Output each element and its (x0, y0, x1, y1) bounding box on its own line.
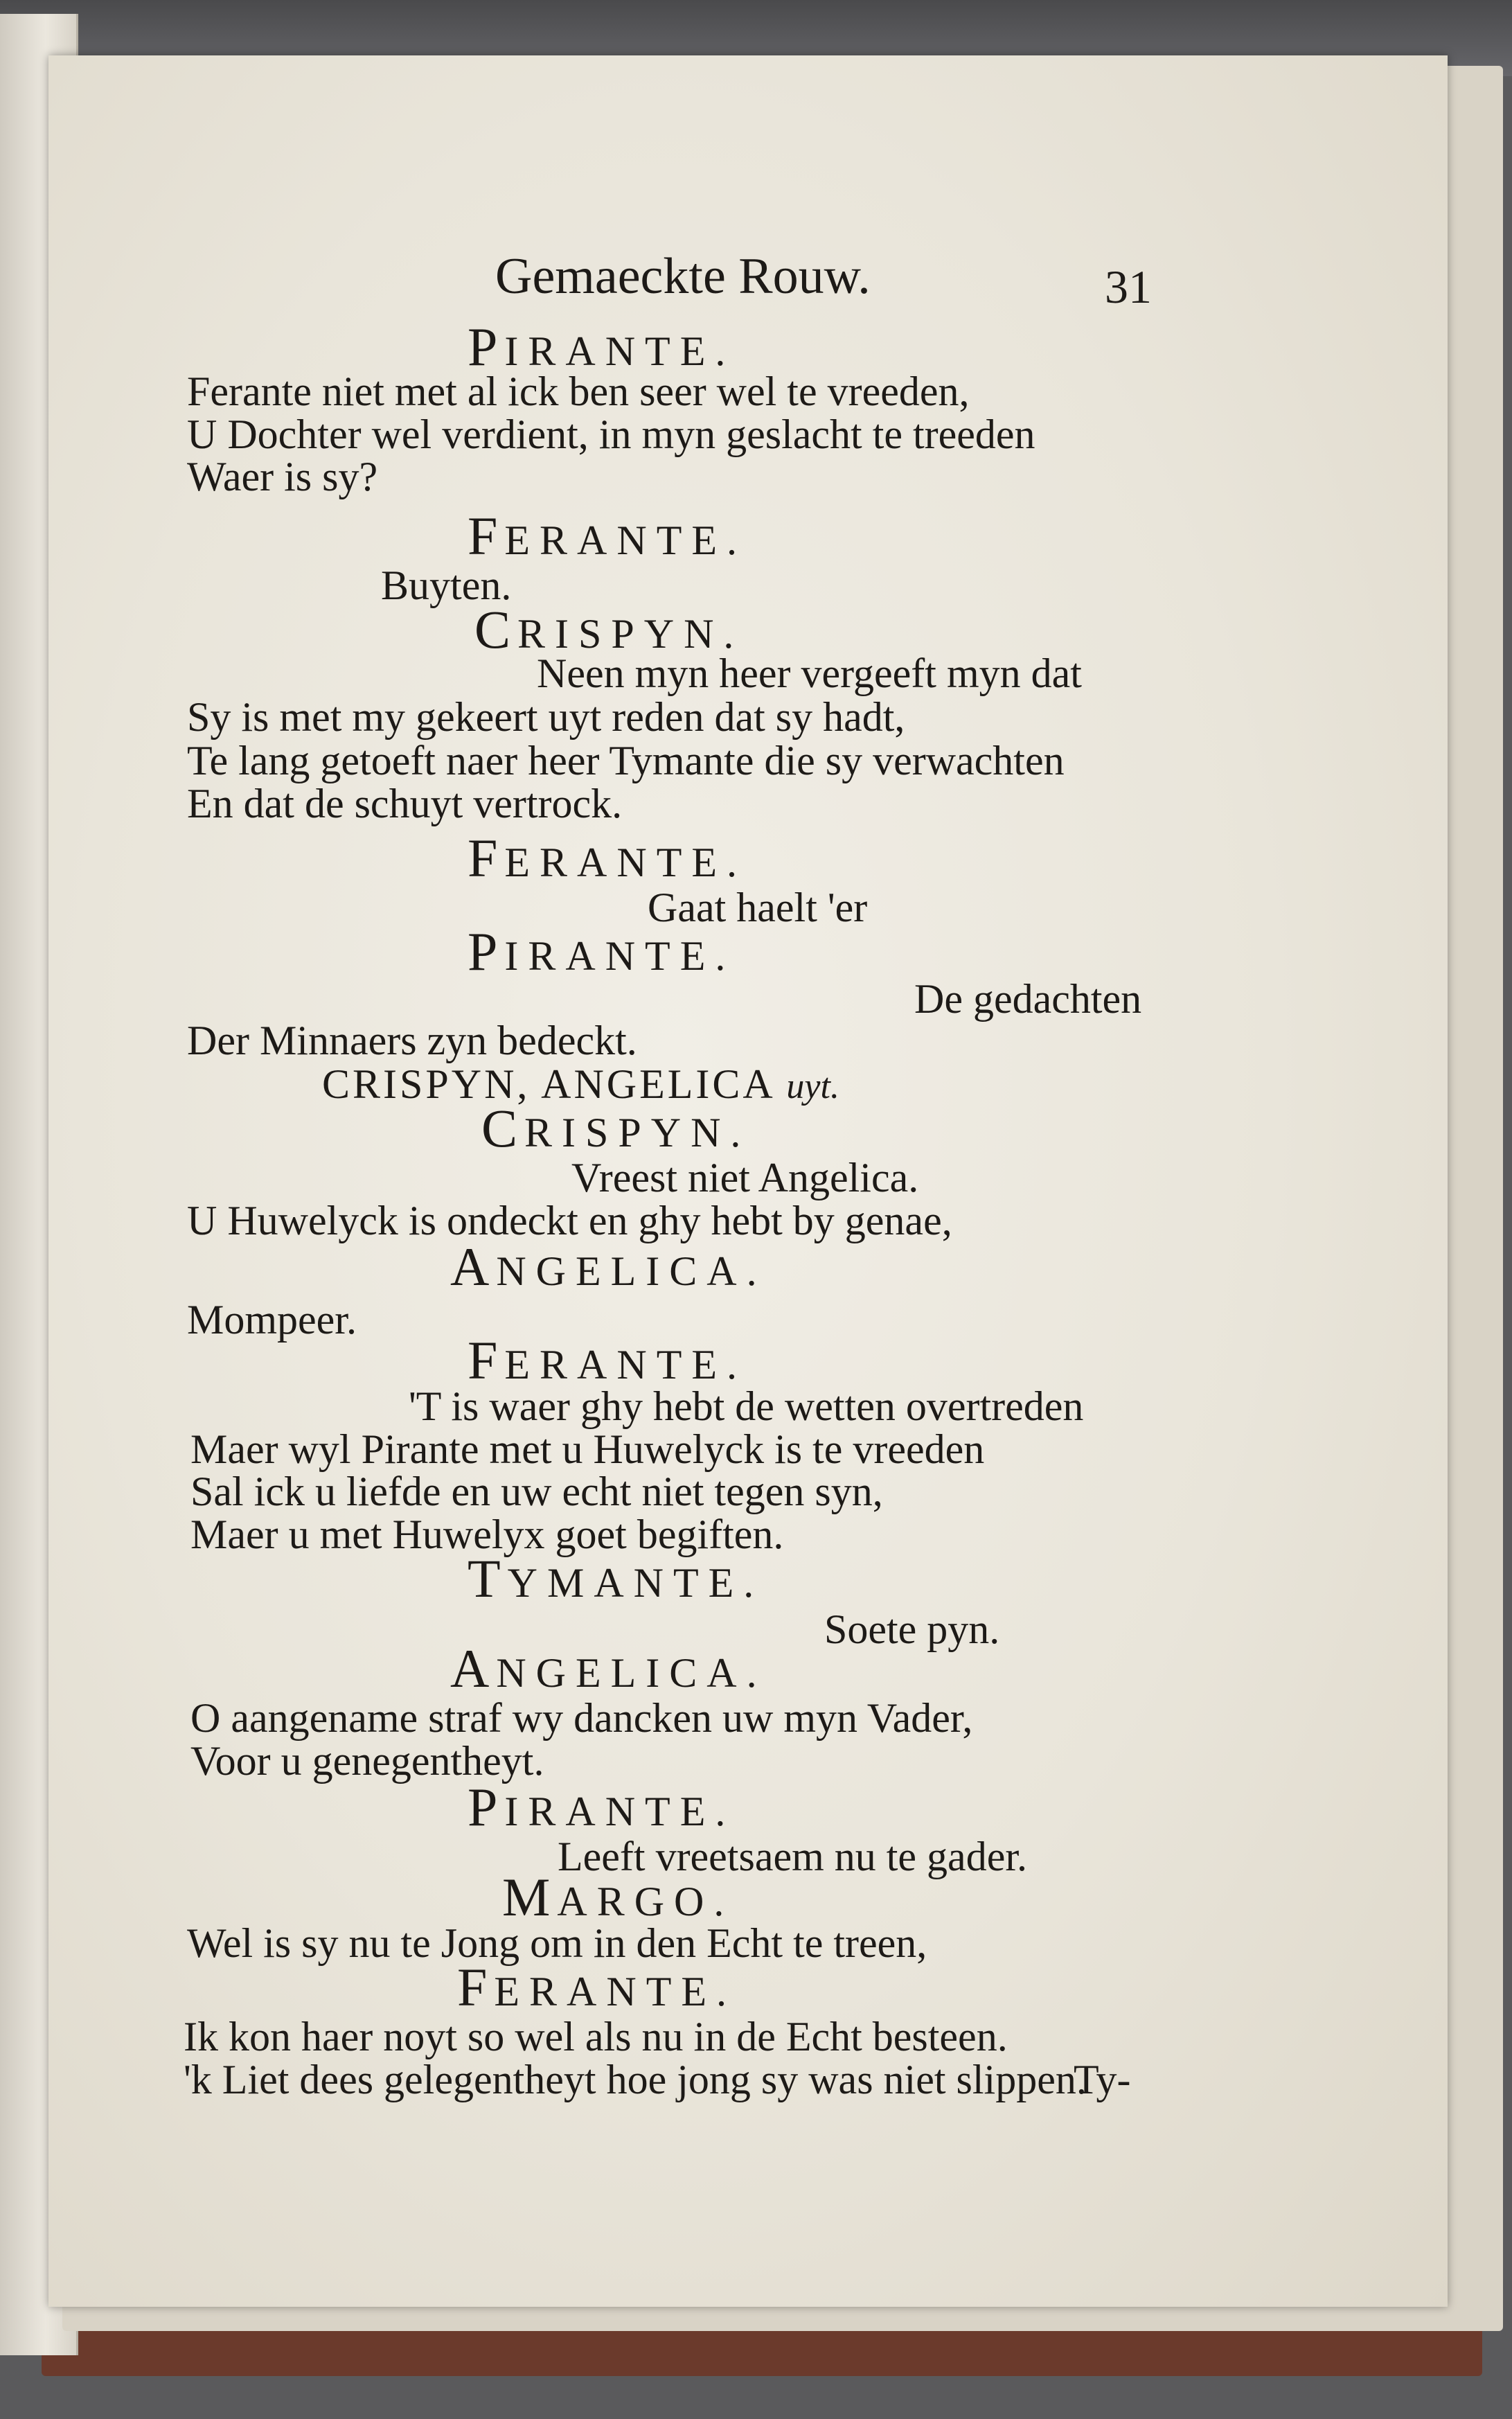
verse-line: 'T is waer ghy hebt de wetten overtreden (409, 1383, 1084, 1429)
verse-line: Buyten. (381, 562, 512, 608)
speaker-heading: PIRANTE. (468, 317, 736, 377)
verse-line: Sal ick u liefde en uw echt niet tegen syn, (190, 1469, 883, 1514)
verse-line: Neen myn heer vergeeft myn dat (537, 650, 1082, 696)
speaker-heading: CRISPYN. (474, 599, 744, 659)
verse-line: De gedachten (914, 976, 1142, 1022)
verse-line: Wel is sy nu te Jong om in den Echt te treen, (187, 1920, 927, 1966)
speaker-heading: PIRANTE. (468, 921, 736, 982)
page-number: 31 (1105, 260, 1152, 313)
verse-line: Der Minnaers zyn bedeckt. (187, 1018, 637, 1063)
verse-line: En dat de schuyt vertrock. (187, 781, 623, 826)
speaker-heading: FERANTE. (457, 1957, 737, 2017)
verse-line: Voor u genegentheyt. (190, 1738, 544, 1784)
verse-line: Te lang getoeft naer heer Tymante die sy verwachten (187, 738, 1065, 783)
verse-line: Vreest niet Angelica. (571, 1155, 919, 1200)
speaker-heading: PIRANTE. (468, 1777, 736, 1837)
speaker-heading: ANGELICA. (450, 1638, 767, 1699)
verse-line: Sy is met my gekeert uyt reden dat sy hadt, (187, 694, 905, 740)
verse-line: Maer wyl Pirante met u Huwelyck is te vreeden (190, 1426, 985, 1472)
speaker-heading: CRISPYN. (481, 1098, 751, 1158)
stage-direction: CRISPYN, ANGELICA uyt. (322, 1061, 839, 1107)
verse-line: Gaat haelt 'er (648, 885, 868, 930)
speaker-heading: ANGELICA. (450, 1237, 767, 1297)
speaker-heading: TYMANTE. (468, 1548, 764, 1609)
verse-line: U Dochter wel verdient, in myn geslacht te treeden (187, 411, 1035, 457)
running-title: Gemaeckte Rouw. (495, 248, 871, 305)
speaker-heading: FERANTE. (468, 828, 747, 888)
verse-line: Waer is sy? (187, 454, 378, 499)
speaker-heading: MARGO. (502, 1867, 734, 1927)
book-page (48, 55, 1448, 2307)
verse-line: Ik kon haer noyt so wel als nu in de Echt besteen. (184, 2014, 1008, 2059)
verse-line: 'k Liet dees gelegentheyt hoe jong sy was niet slippen. (184, 2057, 1087, 2102)
verse-line: Maer u met Huwelyx goet begiften. (190, 1512, 784, 1557)
catchword: Ty- (1074, 2057, 1131, 2102)
verse-line: O aangename straf wy dancken uw myn Vader, (190, 1695, 973, 1741)
verse-line: Mompeer. (187, 1297, 357, 1343)
verse-line: Leeft vreetsaem nu te gader. (558, 1834, 1027, 1879)
verse-line: Soete pyn. (824, 1606, 1000, 1652)
verse-line: Ferante niet met al ick ben seer wel te vreeden, (187, 369, 970, 414)
speaker-heading: FERANTE. (468, 1330, 747, 1390)
speaker-heading: FERANTE. (468, 506, 747, 566)
verse-line: U Huwelyck is ondeckt en ghy hebt by genae, (187, 1198, 952, 1243)
